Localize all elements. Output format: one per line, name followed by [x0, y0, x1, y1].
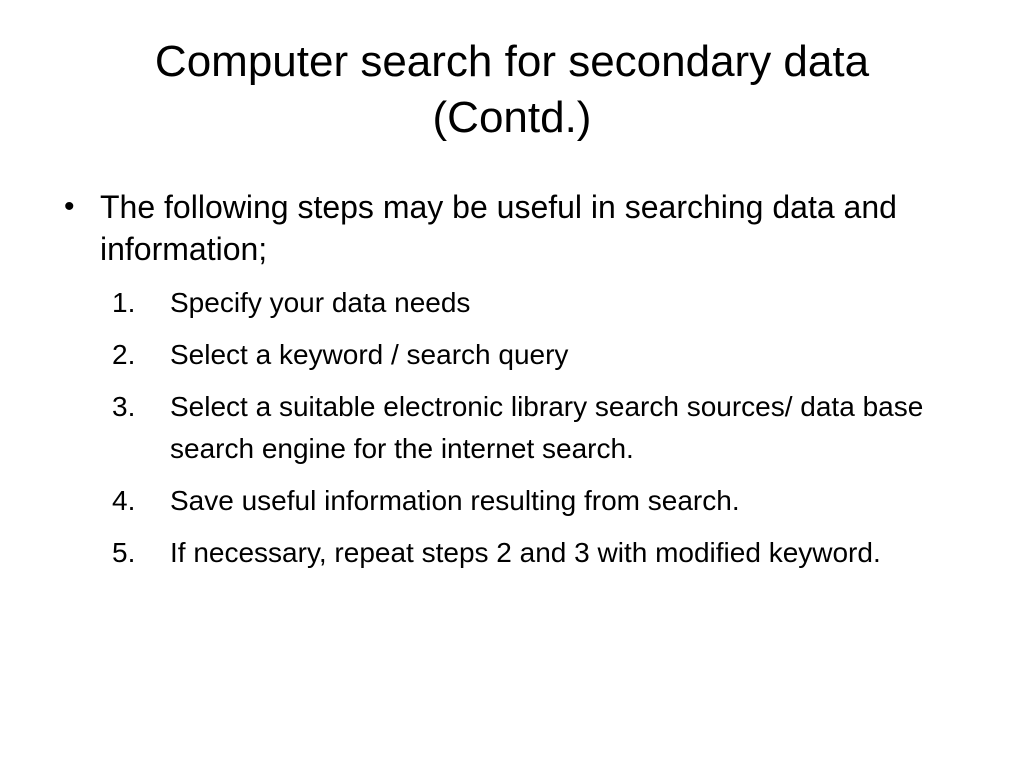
- step-number: 2.: [112, 339, 136, 370]
- main-bullet-text: The following steps may be useful in searching data and information;: [100, 189, 897, 267]
- slide-title-line-1: Computer search for secondary data: [154, 37, 870, 86]
- step-text: If necessary, repeat steps 2 and 3 with modified keyword.: [170, 537, 881, 568]
- step-text: Select a keyword / search query: [170, 339, 569, 370]
- step-item-2: [60, 334, 980, 376]
- step-number: 3.: [112, 391, 136, 422]
- step-item-3: [60, 386, 980, 470]
- bullet-dot-icon: •: [64, 190, 75, 223]
- step-item-4: [60, 480, 980, 522]
- main-bullet: [60, 186, 980, 270]
- steps-list: [60, 282, 980, 574]
- step-text: Save useful information resulting from search.: [170, 485, 740, 516]
- step-item-1: [60, 282, 980, 324]
- step-text: Specify your data needs: [170, 287, 471, 318]
- slide-content: [60, 186, 980, 584]
- step-item-5: [60, 532, 980, 574]
- step-number: 5.: [112, 537, 136, 568]
- step-number: 1.: [112, 287, 136, 318]
- slide-title-line-2: (Contd.): [432, 93, 592, 142]
- step-text: Select a suitable electronic library search sources/ data base search engine for the internet search.: [170, 391, 924, 464]
- step-number: 4.: [112, 485, 136, 516]
- slide-title: [60, 34, 964, 146]
